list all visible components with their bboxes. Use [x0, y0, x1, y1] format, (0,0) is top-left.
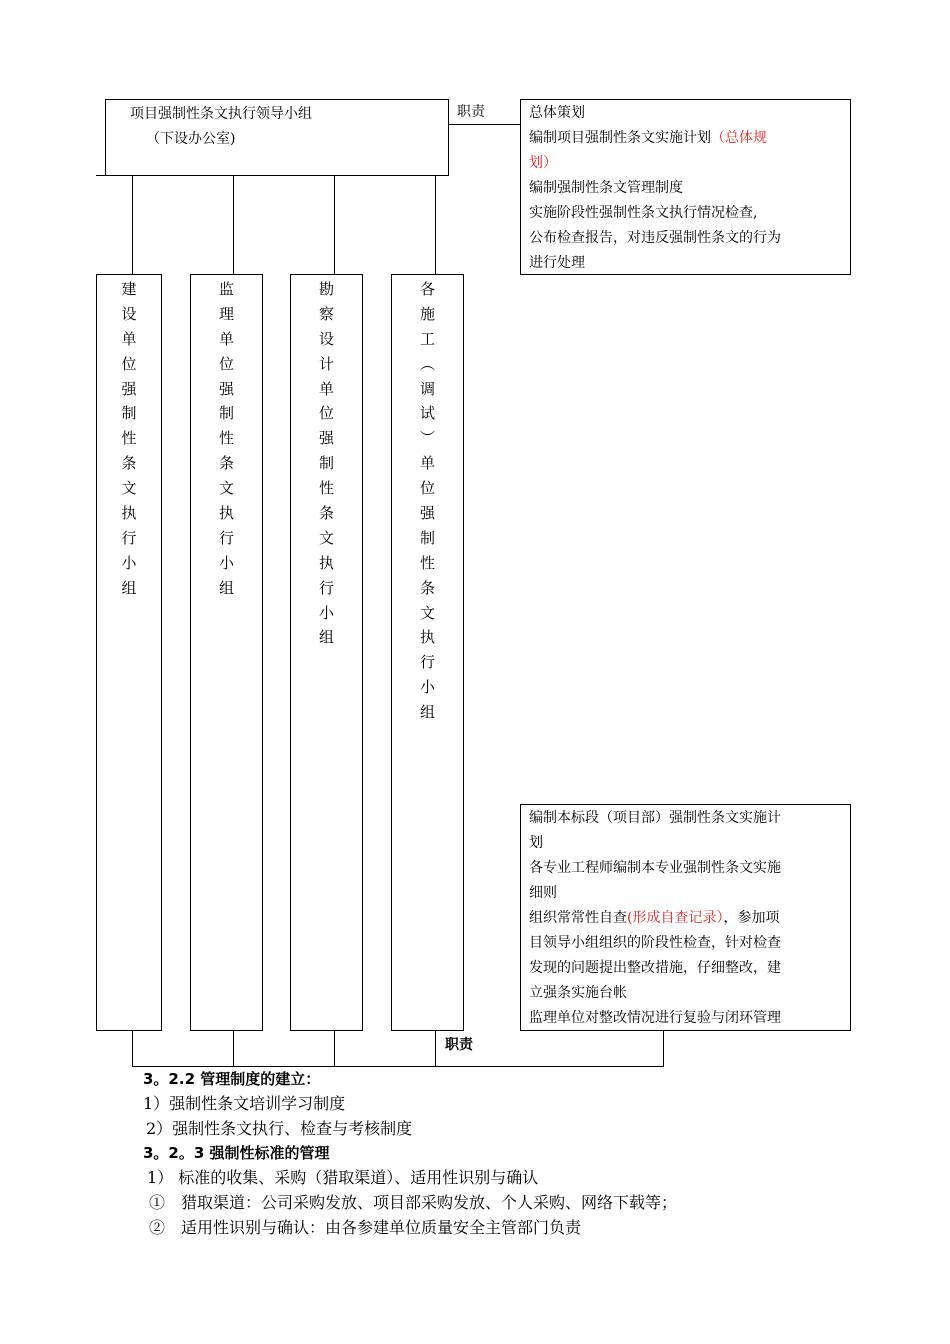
construction-unit-group-box: [96, 274, 162, 1031]
vertical-char: ︶: [419, 429, 435, 448]
contractor-unit-group-box: [391, 274, 464, 1031]
vertical-char: 小: [121, 553, 137, 572]
leader-group-box: [105, 99, 449, 176]
vertical-char: 组: [218, 578, 234, 597]
duty-top-line-6: 公布检查报告，对违反强制性条文的行为: [529, 230, 781, 246]
duty-top-line-4: 编制强制性条文管理制度: [529, 180, 683, 196]
section-3-2-3-item-3: ② 适用性识别与确认：由各参建单位质量安全主管部门负责: [149, 1218, 582, 1237]
duties-bottom-box: [520, 804, 851, 1031]
vertical-char: 设: [121, 304, 137, 323]
leader-group-title: 项目强制性条文执行领导小组: [130, 106, 312, 122]
contractor-unit-group-label: [392, 277, 463, 725]
duty-top-line-5: 实施阶段性强制性条文执行情况检查,: [529, 205, 758, 221]
vertical-char: 位: [121, 354, 137, 373]
vertical-char: 制: [419, 528, 435, 547]
duty-bottom-line-4: 细则: [529, 885, 557, 901]
vertical-char: 建: [121, 280, 137, 298]
duty-bottom-line-8: 立强条实施台帐: [529, 985, 627, 1001]
vertical-char: 执: [419, 628, 435, 647]
vertical-char: 单: [419, 454, 435, 473]
bottom-divider-1: [233, 1030, 234, 1067]
vertical-char: 工: [419, 329, 435, 348]
survey-design-unit-group-label: [291, 277, 362, 650]
vertical-char: 制: [218, 404, 234, 423]
duty-bottom-line-3: 各专业工程师编制本专业强制性条文实施: [529, 860, 781, 876]
vertical-char: 制: [121, 404, 137, 423]
vertical-char: 性: [419, 553, 435, 572]
construction-unit-group-label: [97, 277, 161, 601]
duty-top-line-2: 编制项目强制性条文实施计划（总体规: [529, 130, 767, 146]
bottom-connector-bar: [132, 1030, 664, 1067]
vertical-char: 强: [419, 504, 435, 523]
section-3-2-2-item-1: 1）强制性条文培训学习制度: [143, 1094, 346, 1113]
vertical-char: 位: [419, 479, 435, 498]
section-3-2-3-heading: 3。2。3 强制性标准的管理: [143, 1144, 330, 1162]
vertical-char: 条: [318, 504, 334, 523]
vertical-char: 监: [218, 280, 234, 298]
vertical-char: 试: [419, 404, 435, 423]
vertical-char: 单: [218, 329, 234, 348]
connector-col-3: [334, 175, 335, 275]
supervision-unit-group-label: [191, 277, 262, 601]
leader-group-subtitle: （下设办公室): [146, 131, 236, 147]
vertical-char: 组: [318, 628, 334, 647]
vertical-char: 条: [218, 454, 234, 473]
vertical-char: 调: [419, 379, 435, 398]
vertical-char: 位: [318, 404, 334, 423]
leader-box-stub: [96, 175, 106, 176]
vertical-char: 制: [318, 454, 334, 473]
vertical-char: 条: [419, 578, 435, 597]
vertical-char: 强: [318, 429, 334, 448]
duty-top-line-7: 进行处理: [529, 255, 585, 271]
section-3-2-2-item-2: 2）强制性条文执行、检查与考核制度: [146, 1119, 413, 1138]
duty-top-line-3: 划）: [529, 155, 557, 171]
vertical-char: 性: [218, 429, 234, 448]
vertical-char: 行: [121, 528, 137, 547]
duty-label-top: 职责: [457, 104, 485, 120]
vertical-char: 强: [121, 379, 137, 398]
vertical-char: 行: [419, 653, 435, 672]
vertical-char: 执: [218, 504, 234, 523]
section-3-2-3-item-2: ① 猎取渠道：公司采购发放、项目部采购发放、个人采购、网络下载等；: [149, 1193, 678, 1212]
section-3-2-2-heading: 3。2.2 管理制度的建立：: [143, 1070, 321, 1088]
vertical-char: 条: [121, 454, 137, 473]
vertical-char: 小: [218, 553, 234, 572]
vertical-char: 文: [218, 479, 234, 498]
vertical-char: 执: [121, 504, 137, 523]
duty-top-line-1: 总体策划: [529, 105, 585, 121]
vertical-char: 小: [419, 678, 435, 697]
duty-bottom-line-6: 目领导小组组织的阶段性检查，针对检查: [529, 935, 781, 951]
vertical-char: 设: [318, 329, 334, 348]
section-3-2-3-item-1: 1） 标准的收集、采购（猎取渠道）、适用性识别与确认: [147, 1168, 539, 1187]
vertical-char: 性: [121, 429, 137, 448]
vertical-char: 小: [318, 603, 334, 622]
duties-top-box: [520, 99, 851, 275]
supervision-unit-group-box: [190, 274, 263, 1031]
duty-bottom-line-1: 编制本标段（项目部）强制性条文实施计: [529, 810, 781, 826]
vertical-char: 文: [318, 528, 334, 547]
vertical-char: 勘: [318, 280, 334, 298]
vertical-char: 文: [121, 479, 137, 498]
duty-label-bottom: 职责: [445, 1037, 473, 1053]
vertical-char: 性: [318, 479, 334, 498]
duty-bottom-line-5: 组织常常性自查(形成自查记录），参加项: [529, 910, 780, 926]
vertical-char: 各: [419, 280, 435, 298]
connector-col-1: [132, 175, 133, 275]
vertical-char: 行: [318, 578, 334, 597]
duty-bottom-line-7: 发现的问题提出整改措施，仔细整改，建: [529, 960, 781, 976]
vertical-char: 单: [121, 329, 137, 348]
vertical-char: 单: [318, 379, 334, 398]
vertical-char: 文: [419, 603, 435, 622]
vertical-char: 计: [318, 354, 334, 373]
survey-design-unit-group-box: [290, 274, 363, 1031]
vertical-char: 施: [419, 304, 435, 323]
vertical-char: 强: [218, 379, 234, 398]
connector-col-4: [435, 175, 436, 275]
vertical-char: 行: [218, 528, 234, 547]
connector-col-2: [233, 175, 234, 275]
vertical-char: 察: [318, 304, 334, 323]
duty-bottom-line-2: 划: [529, 835, 543, 851]
vertical-char: 组: [121, 578, 137, 597]
vertical-char: 理: [218, 304, 234, 323]
bottom-divider-3: [435, 1030, 436, 1067]
vertical-char: 执: [318, 553, 334, 572]
vertical-char: ︵: [419, 354, 435, 373]
bottom-divider-2: [334, 1030, 335, 1067]
vertical-char: 位: [218, 354, 234, 373]
vertical-char: 组: [419, 703, 435, 722]
duty-bottom-line-9: 监理单位对整改情况进行复验与闭环管理: [529, 1010, 781, 1026]
